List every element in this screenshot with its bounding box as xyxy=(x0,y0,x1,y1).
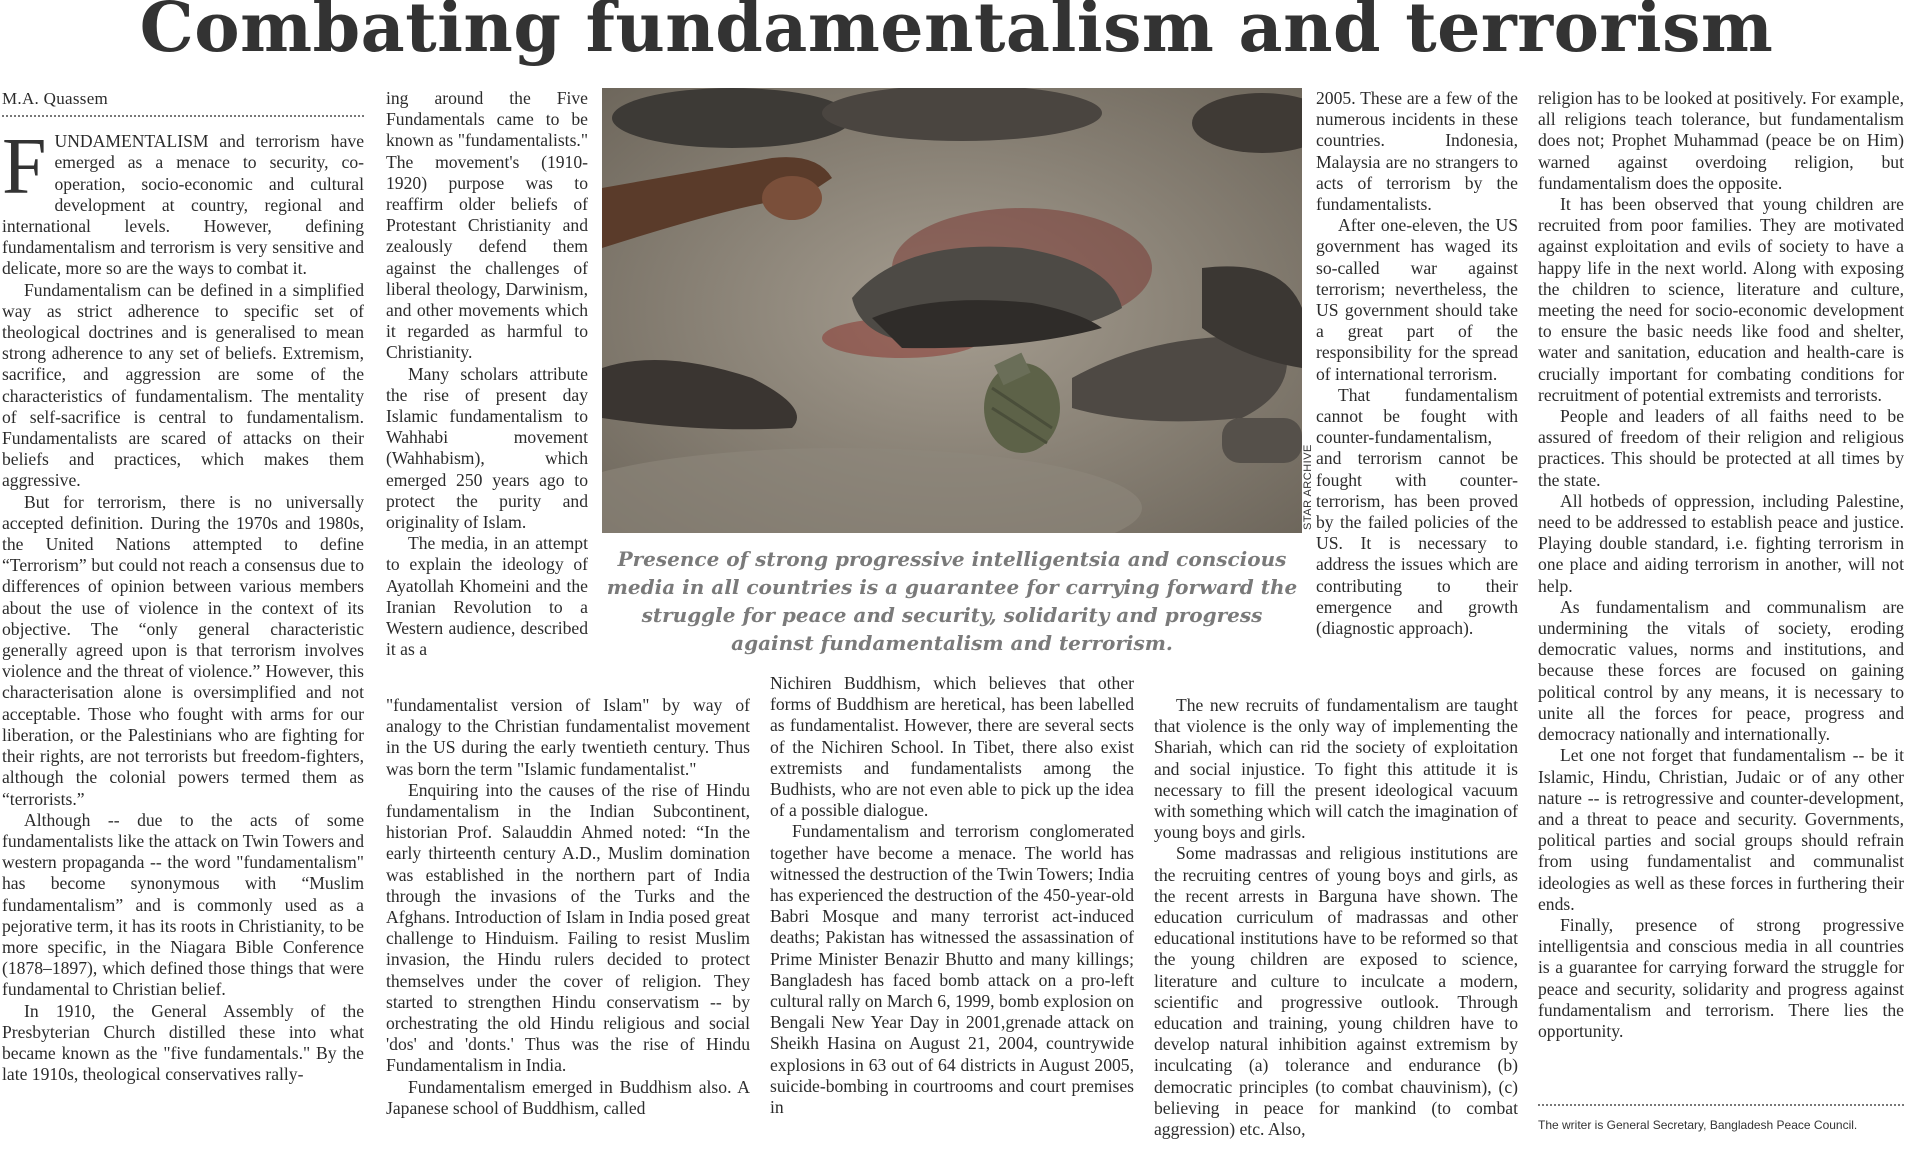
col2b-body xyxy=(386,695,750,1119)
column-1 xyxy=(2,88,364,1156)
ground-scene-illustration xyxy=(602,88,1302,533)
col4-body xyxy=(1316,88,1518,639)
column-2-lower xyxy=(386,695,750,1156)
col5-body xyxy=(1538,88,1904,1042)
col3-body xyxy=(770,673,1134,1118)
paragraph: That fundamentalism cannot be fought with counter-fundamentalism, and terrorism cannot be fought with counter-terrorism, has been proved by the failed policies of the US. It is necessary to address the issues which are contributing to their emergence and growth (diagnostic approach). xyxy=(1316,384,1518,639)
col1-body xyxy=(2,123,364,1085)
paragraph: Finally, presence of strong progressive intelligentsia and conscious media in all countries is a guarantee for carrying forward the struggle for peace and security, solidarity and progress against fundamentalism and terrorism. There lies the opportunity. xyxy=(1538,914,1904,1041)
paragraph: In 1910, the General Assembly of the Presbyterian Church distilled these into what became known as the "five fundamentals." By the late 1910s, theological conservatives rally- xyxy=(2,1000,364,1085)
column-4-lower xyxy=(1154,695,1518,1156)
paragraph: The new recruits of fundamentalism are taught that violence is the only way of implementing the Shariah, which can rid the society of exploitation and social injustice. To fight this attitude it is necessary to fill the present ideological vacuum with something which will catch the imagination of young boys and girls. xyxy=(1154,695,1518,843)
paragraph: Nichiren Buddhism, which believes that other forms of Buddhism are heretical, has been labelled as fundamentalist. However, there are several sects of the Nichiren School. In Tibet, there also exist extremists and fundamentalists among the Budhists, who are not even able to pick up the idea of a possible dialogue. xyxy=(770,673,1134,821)
author-note: The writer is General Secretary, Bangladesh Peace Council. xyxy=(1538,1104,1904,1132)
drop-cap: F xyxy=(2,123,47,212)
col2-body xyxy=(386,88,588,660)
paragraph: "fundamentalist version of Islam" by way of analogy to the Christian fundamentalist movement in the US during the early twentieth century. Thus was born the term "Islamic fundamentalist." xyxy=(386,695,750,779)
col4b-body xyxy=(1154,695,1518,1140)
paragraph: After one-eleven, the US government has waged its so-called war against terrorism; nevertheless, the US government should take a great part of the responsibility for the spread of international terrorism. xyxy=(1316,215,1518,384)
paragraph: The media, in an attempt to explain the ideology of Ayatollah Khomeini and the Iranian Revolution to a Western audience, described it as a xyxy=(386,533,588,660)
paragraph: All hotbeds of oppression, including Palestine, need to be addressed to establish peace and justice. Playing double standard, i.e. fighting terrorism in one place and aiding terrorism in another, will not help. xyxy=(1538,490,1904,596)
column-5 xyxy=(1538,88,1904,1088)
paragraph: Fundamentalism emerged in Buddhism also. A Japanese school of Buddhism, called xyxy=(386,1076,750,1118)
paragraph: Some madrassas and religious institutions are the recruiting centres of young boys and girls, as the recent arrests in Barguna have shown. The education curriculum of madrassas and other educational institutions have to be reformed so that the young children are exposed to science, literature and culture to inculcate a modern, scientific and progressive outlook. Through education and training, young children have to develop natural inhibition against extremism by inculcating (a) tolerance and endurance (b) democratic principles (to combat chauvinism), (c) believing in peace for mankind (to combat aggression) etc. Also, xyxy=(1154,843,1518,1140)
column-2-upper xyxy=(386,88,588,688)
column-4-upper xyxy=(1316,88,1518,694)
paragraph: ing around the Five Fundamentals came to be known as "fundamentalists." The movement's (1910-1920) purpose was to reaffirm older beliefs of Protestant Christianity and zealously defend them against the challenges of liberal theology, Darwinism, and other movements which it regarded as harmful to Christianity. xyxy=(386,88,588,363)
news-photo xyxy=(602,88,1302,533)
paragraph: Many scholars attribute the rise of present day Islamic fundamentalism to Wahhabi movement (Wahhabism), which emerged 250 years ago to protect the purity and originality of Islam. xyxy=(386,363,588,533)
paragraph: religion has to be looked at positively. For example, all religions teach tolerance, but fundamentalism does not; Prophet Muhammad (peace be on Him) warned against overdoing religion, but fundamentalism does the opposite. xyxy=(1538,88,1904,193)
paragraph: Although -- due to the acts of some fundamentalists like the attack on Twin Towers and western propaganda -- the word "fundamentalism" has become synonymous with “Muslim fundamentalism” and is commonly used as a pejorative term, it has its roots in Christianity, to be more specific, in the Niagara Bible Conference (1878–1897), which defined those things that were fundamental to Christian belief. xyxy=(2,809,364,1000)
headline: Combating fundamentalism and terrorism xyxy=(139,0,1774,68)
paragraph: But for terrorism, there is no universally accepted definition. During the 1970s and 1980s, the United Nations attempted to define “Terrorism” but could not reach a consensus due to differences of opinion between various members about the use of violence in the context of its objective. The “only general characteristic generally agreed upon is that terrorism involves violence and the threat of violence.” However, this characterisation alone is oversimplified and not acceptable. Those who fought with arms for our liberation, or the Palestinians who are fighting for their rights, are not terrorists but freedom-fighters, although the colonial powers termed them as “terrorists.” xyxy=(2,491,364,809)
photo-caption: Presence of strong progressive intelligentsia and conscious media in all countries is a guarantee for carrying forward the struggle for peace and security, solidarity and progress against fundamentalism and terrorism. xyxy=(606,547,1298,655)
paragraph: UNDAMENTALISM and terrorism have emerged as a menace to security, co-operation, socio-economic and cultural development at country, regional and international levels. However, defining fundamentalism and terrorism is very sensitive and delicate, more so are the ways to combat it. xyxy=(2,131,364,279)
paragraph: It has been observed that young children are recruited from poor families. They are motivated against exploitation and evils of society to have a happy life in the next world. Along with exposing the children to science, literature and culture, meeting the need for socio-economic development to ensure the basic needs like food and shelter, water and sanitation, education and health-care is crucially important for combating conditions for recruitment of potential extremists and terrorists. xyxy=(1538,194,1904,405)
paragraph: Enquiring into the causes of the rise of Hindu fundamentalism in the Indian Subcontinent, historian Prof. Salauddin Ahmed noted: “In the early thirteenth century A.D., Muslim domination was established in the northern part of India through the invasions of the Turks and the Afghans. Introduction of Islam in India posed great challenge to Hinduism. Failing to resist Muslim invasion, the Hindu rulers decided to protect themselves under the cover of religion. They started to strengthen Hindu conservatism -- by orchestrating the old Hindu religious and social 'dos' and 'donts.' Thus was the rise of Hindu Fundamentalism in India. xyxy=(386,779,750,1076)
paragraph: Fundamentalism can be defined in a simplified way as strict adherence to specific set of theological doctrines and is generalised to mean strong adherence to any set of beliefs. Extremism, sacrifice, and aggression are some of the characteristics of fundamentalism. The mentality of self-sacrifice is central to fundamentalism. Fundamentalists are scared of attacks on their beliefs and practices, which makes them aggressive. xyxy=(2,279,364,491)
column-3 xyxy=(770,673,1134,1156)
paragraph: People and leaders of all faiths need to be assured of freedom of their religion and religious practices. This should be protected at all times by the state. xyxy=(1538,406,1904,490)
paragraph: 2005. These are a few of the numerous incidents in these countries. Indonesia, Malaysia are no strangers to acts of terrorism by the fundamentalists. xyxy=(1316,88,1518,215)
paragraph: As fundamentalism and communalism are undermining the vitals of society, eroding democratic values, norms and institutions, and because these forces are focused on gaining political control by any means, it is necessary to unite all the forces for peace, progress and democracy nationally and internationally. xyxy=(1538,596,1904,745)
byline: M.A. Quassem xyxy=(2,88,364,117)
paragraph: Let one not forget that fundamentalism -- be it Islamic, Hindu, Christian, Judaic or of any other nature -- is retrogressive and counter-development, and a threat to peace and security. Governments, political parties and social groups should refrain from using fundamentalist and communalist ideologies as well as these forces in furthering their ends. xyxy=(1538,745,1904,914)
paragraph: Fundamentalism and terrorism conglomerated together have become a menace. The world has witnessed the destruction of the Twin Towers; India has experienced the destruction of the 450-year-old Babri Mosque and many terrorist act-induced deaths; Pakistan has witnessed the assassination of Prime Minister Benazir Bhutto and many killings; Bangladesh has faced bomb attack on a pro-left cultural rally on March 6, 1999, bomb explosion on Bengali New Year Day in 2001,grenade attack on Sheikh Hasina on August 21, 2004, countrywide explosions in 63 out of 64 districts in August 2005, suicide-bombing in courtrooms and court premises in xyxy=(770,821,1134,1118)
photo-credit: STAR ARCHIVE xyxy=(1302,444,1314,530)
